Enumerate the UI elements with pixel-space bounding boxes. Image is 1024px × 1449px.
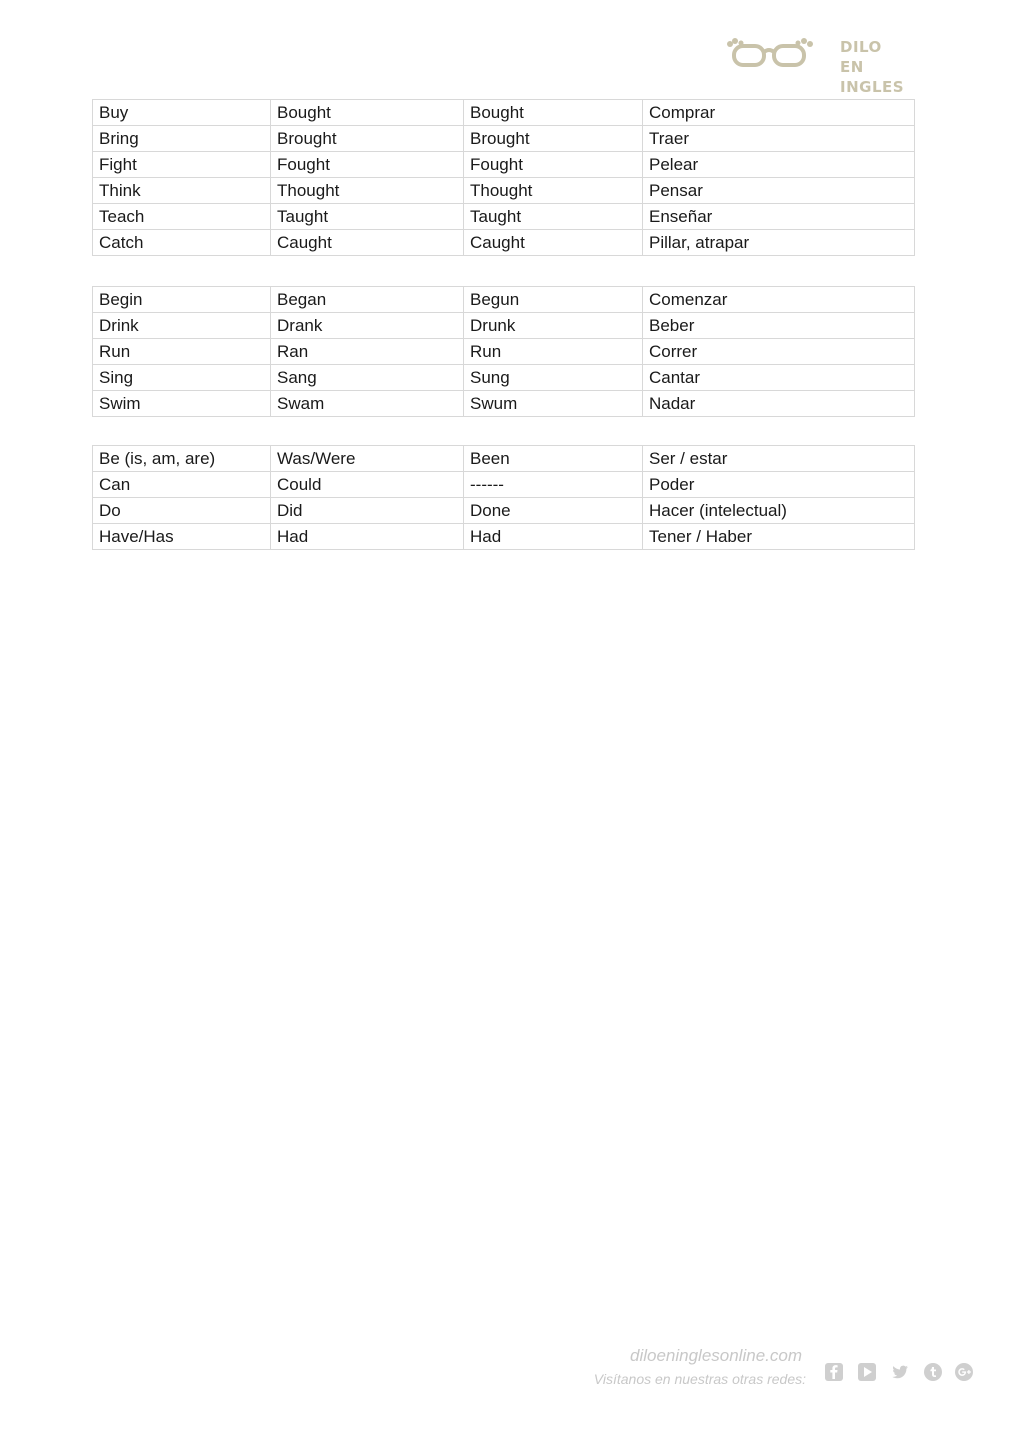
translation-cell: Ser / estar	[643, 446, 915, 472]
base-form-cell: Begin	[93, 287, 271, 313]
past-participle-cell: Fought	[464, 152, 643, 178]
past-simple-cell: Had	[271, 524, 464, 550]
table-row	[93, 339, 915, 365]
past-participle-cell: Begun	[464, 287, 643, 313]
past-simple-cell: Did	[271, 498, 464, 524]
google-plus-icon[interactable]	[954, 1362, 974, 1382]
base-form-cell: Do	[93, 498, 271, 524]
footer-site-link[interactable]: diloeninglesonline.com	[629, 1346, 802, 1365]
past-participle-cell: Caught	[464, 230, 643, 256]
glasses-icon	[726, 36, 814, 70]
base-form-cell: Bring	[93, 126, 271, 152]
table-row	[93, 472, 915, 498]
verbs-table-1	[92, 99, 915, 256]
past-simple-cell: Bought	[271, 100, 464, 126]
facebook-icon[interactable]	[824, 1362, 844, 1382]
past-simple-cell: Brought	[271, 126, 464, 152]
translation-cell: Beber	[643, 313, 915, 339]
base-form-cell: Have/Has	[93, 524, 271, 550]
table-row	[93, 313, 915, 339]
translation-cell: Pensar	[643, 178, 915, 204]
base-form-cell: Teach	[93, 204, 271, 230]
base-form-cell: Be (is, am, are)	[93, 446, 271, 472]
past-simple-cell: Could	[271, 472, 464, 498]
base-form-cell: Run	[93, 339, 271, 365]
translation-cell: Tener / Haber	[643, 524, 915, 550]
footer-tagline: Visítanos en nuestras otras redes:	[593, 1371, 806, 1387]
tumblr-icon[interactable]	[923, 1362, 943, 1382]
base-form-cell: Buy	[93, 100, 271, 126]
table-row	[93, 100, 915, 126]
youtube-icon[interactable]	[857, 1362, 877, 1382]
past-participle-cell: Taught	[464, 204, 643, 230]
past-simple-cell: Taught	[271, 204, 464, 230]
past-simple-cell: Sang	[271, 365, 464, 391]
past-simple-cell: Ran	[271, 339, 464, 365]
base-form-cell: Think	[93, 178, 271, 204]
past-participle-cell: Sung	[464, 365, 643, 391]
past-participle-cell: Been	[464, 446, 643, 472]
table-row	[93, 524, 915, 550]
past-participle-cell: Done	[464, 498, 643, 524]
past-participle-cell: Bought	[464, 100, 643, 126]
translation-cell: Traer	[643, 126, 915, 152]
table-row	[93, 446, 915, 472]
translation-cell: Pillar, atrapar	[643, 230, 915, 256]
base-form-cell: Fight	[93, 152, 271, 178]
site-logo	[726, 36, 906, 96]
verbs-table-3	[92, 445, 915, 550]
past-participle-cell: Brought	[464, 126, 643, 152]
past-simple-cell: Thought	[271, 178, 464, 204]
twitter-icon[interactable]	[890, 1362, 910, 1382]
past-simple-cell: Was/Were	[271, 446, 464, 472]
table-row	[93, 230, 915, 256]
past-simple-cell: Caught	[271, 230, 464, 256]
past-simple-cell: Swam	[271, 391, 464, 417]
translation-cell: Pelear	[643, 152, 915, 178]
table-row	[93, 287, 915, 313]
translation-cell: Hacer (intelectual)	[643, 498, 915, 524]
base-form-cell: Can	[93, 472, 271, 498]
past-simple-cell: Fought	[271, 152, 464, 178]
logo-wordmark	[840, 37, 910, 97]
table-row	[93, 498, 915, 524]
table-row	[93, 204, 915, 230]
base-form-cell: Sing	[93, 365, 271, 391]
base-form-cell: Swim	[93, 391, 271, 417]
base-form-cell: Drink	[93, 313, 271, 339]
table-row	[93, 365, 915, 391]
translation-cell: Poder	[643, 472, 915, 498]
table-row	[93, 126, 915, 152]
translation-cell: Correr	[643, 339, 915, 365]
past-participle-cell: Drunk	[464, 313, 643, 339]
table-row	[93, 152, 915, 178]
translation-cell: Comenzar	[643, 287, 915, 313]
past-participle-cell: ------	[464, 472, 643, 498]
past-participle-cell: Thought	[464, 178, 643, 204]
table-row	[93, 391, 915, 417]
past-participle-cell: Swum	[464, 391, 643, 417]
logo-line-2: INGLES	[840, 78, 905, 96]
verbs-table-2	[92, 286, 915, 417]
past-participle-cell: Run	[464, 339, 643, 365]
translation-cell: Enseñar	[643, 204, 915, 230]
translation-cell: Nadar	[643, 391, 915, 417]
logo-line-1: DILO EN	[840, 38, 882, 76]
past-participle-cell: Had	[464, 524, 643, 550]
translation-cell: Cantar	[643, 365, 915, 391]
translation-cell: Comprar	[643, 100, 915, 126]
table-row	[93, 178, 915, 204]
base-form-cell: Catch	[93, 230, 271, 256]
past-simple-cell: Began	[271, 287, 464, 313]
past-simple-cell: Drank	[271, 313, 464, 339]
